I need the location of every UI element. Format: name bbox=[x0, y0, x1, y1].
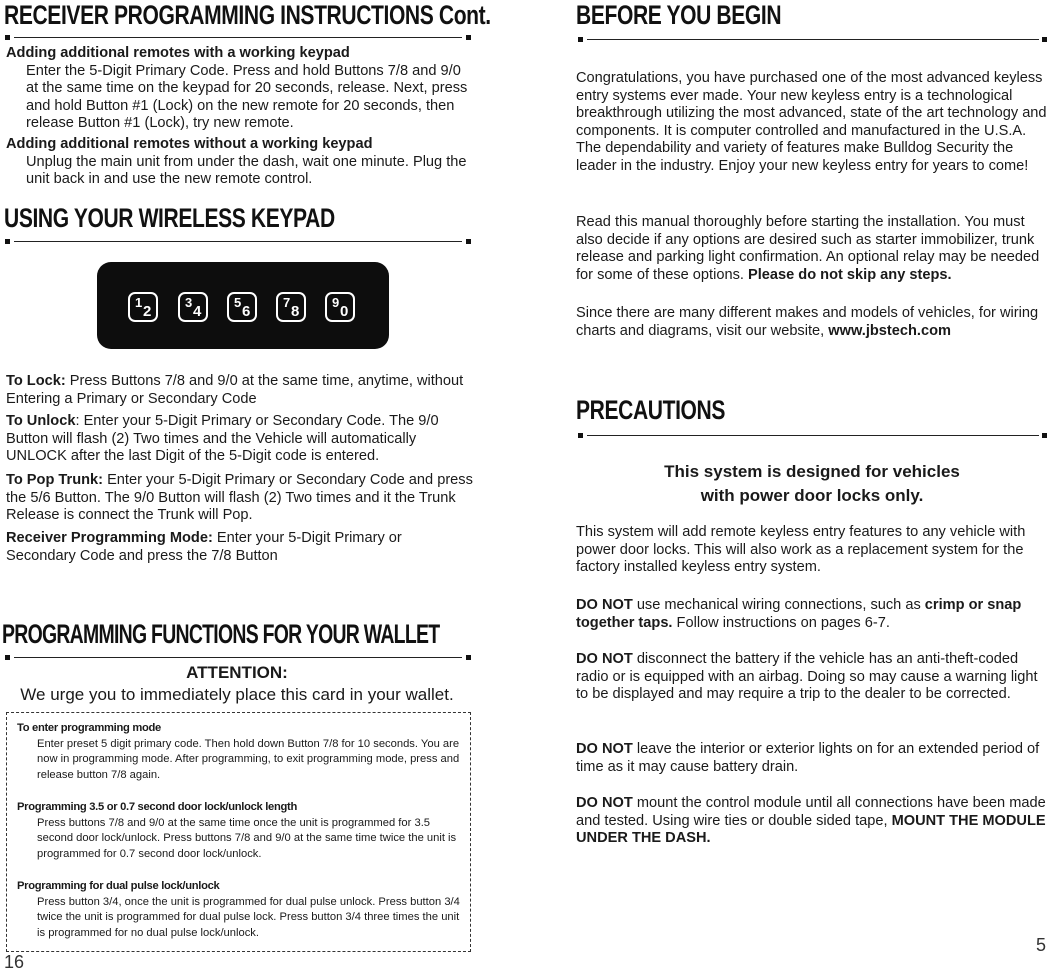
page-number: 5 bbox=[1036, 935, 1047, 955]
card-item: Programming for dual pulse lock/unlock Press button 3/4, once the unit is programmed for dual pulse unlock. Press button 3/4 twice the unit is programmed for dual pulse lock. Press button 3/4 three times the unit is programmed for no dual pulse lock/unlock. bbox=[17, 880, 460, 939]
rule-dot bbox=[466, 239, 471, 244]
rule-dot bbox=[1042, 37, 1047, 42]
precaution-wiring: DO NOT use mechanical wiring connections, such as crimp or snap together taps. Follow instructions on pages 6-7. bbox=[576, 597, 1022, 631]
keypad-key: 5 6 bbox=[227, 292, 257, 322]
precautions-notice: This system is designed for vehicles with power door locks only. bbox=[664, 462, 960, 505]
receiver-programming-mode: Receiver Programming Mode: Enter your 5-Digit Primary or Secondary Code and press the 7/8 Button bbox=[6, 530, 402, 564]
wallet-heading: PROGRAMMING FUNCTIONS FOR YOUR WALLET bbox=[2, 619, 440, 649]
attention-block bbox=[0, 662, 474, 706]
begin-read-manual: Read this manual thoroughly before starting the installation. You must also decide if any options are desired such as starter immobilizer, trunk release and parking light confirmation. An optional relay may be needed for some of these options. Please do not skip any steps. bbox=[576, 214, 1040, 283]
rule-dot bbox=[578, 433, 583, 438]
precaution-lights: DO NOT leave the interior or exterior lights on for an extended period of time as it may cause battery drain. bbox=[576, 741, 1040, 775]
keypad-key: 9 0 bbox=[325, 292, 355, 322]
page-number: 16 bbox=[4, 952, 25, 972]
wallet-card bbox=[6, 712, 471, 952]
precaution-battery: DO NOT disconnect the battery if the vehicle has an anti-theft-coded radio or is equipped with an airbag. Doing so may cause a warning light to be displayed and may require a trip to the dealer to be corrected. bbox=[576, 651, 1038, 702]
rule-dot bbox=[5, 35, 10, 40]
rule-dot bbox=[466, 655, 471, 660]
card-item: Programming 3.5 or 0.7 second door lock/unlock length Press buttons 7/8 and 9/0 at the same time once the unit is programmed for 3.5 second door lock/unlock. Press buttons 7/8 and 9/0 at the same time twice the unit is programmed for 0.7 second door lock/unlock. bbox=[17, 801, 457, 860]
keypad-key: 3 4 bbox=[178, 292, 208, 322]
heading-rule bbox=[587, 435, 1039, 436]
adding-without-title: Adding additional remotes without a working keypad bbox=[6, 136, 373, 152]
rule-dot bbox=[1042, 433, 1047, 438]
heading-rule bbox=[587, 39, 1039, 40]
keypad-key: 7 8 bbox=[276, 292, 306, 322]
keypad-illustration bbox=[97, 262, 389, 349]
receiver-heading: RECEIVER PROGRAMMING INSTRUCTIONS Cont. bbox=[4, 0, 491, 30]
adding-with-title: Adding additional remotes with a working keypad bbox=[6, 45, 350, 61]
rule-dot bbox=[466, 35, 471, 40]
heading-rule bbox=[14, 37, 462, 38]
precaution-intro: This system will add remote keyless entry features to any vehicle with power door locks. This will also work as a replacement system for the factory installed keyless entry system. bbox=[576, 524, 1026, 575]
adding-with-keypad bbox=[6, 45, 474, 133]
begin-website: Since there are many different makes and models of vehicles, for wiring charts and diagrams, visit our website, www.jbstech.com bbox=[576, 305, 1039, 339]
keypad-heading: USING YOUR WIRELESS KEYPAD bbox=[4, 203, 335, 233]
card-item: To enter programming mode Enter preset 5 digit primary code. Then hold down Button 7/8 for 10 seconds. You are now in programming mode. After programming, to exit programming mode, press and release button 7/8 again. bbox=[17, 722, 460, 781]
to-unlock: To Unlock: Enter your 5-Digit Primary or Secondary Code. The 9/0 Button will flash (2) Two times and the Vehicle will automatically UNLOCK after the last Digit of the 5-Digit code is entered. bbox=[6, 413, 439, 464]
to-pop-trunk: To Pop Trunk: Enter your 5-Digit Primary or Secondary Code and press the 5/6 Button. The 9/0 Button will flash (2) Two times and it the Trunk Release is connect the Trunk will Pop. bbox=[6, 472, 473, 523]
rule-dot bbox=[5, 239, 10, 244]
precaution-mounting: DO NOT mount the control module until all connections have been made and tested. Using wire ties or double sided tape, MOUNT THE MODULE UNDER THE DASH. bbox=[576, 795, 1046, 846]
begin-intro: Congratulations, you have purchased one of the most advanced keyless entry systems ever made. Your new keyless entry is a technological breakthrough utilizing the most advanced, state of the art technology and components. It is computer controlled and manufactured in the U.S.A. The dependability and variety of features make Bulldog Security the leader in the industry. Enjoy your new keyless entry for years to come! bbox=[576, 70, 1047, 174]
to-lock: To Lock: Press Buttons 7/8 and 9/0 at the same time, anytime, without Entering a Primary or Secondary Code bbox=[6, 373, 464, 407]
precautions-heading: PRECAUTIONS bbox=[576, 395, 725, 425]
heading-rule bbox=[14, 241, 462, 242]
keypad-key: 1 2 bbox=[128, 292, 158, 322]
before-you-begin-heading: BEFORE YOU BEGIN bbox=[576, 0, 782, 30]
adding-without-keypad bbox=[6, 136, 474, 189]
attention-text: We urge you to immediately place this card in your wallet. bbox=[20, 685, 454, 704]
rule-dot bbox=[5, 655, 10, 660]
rule-dot bbox=[578, 37, 583, 42]
adding-without-text: Unplug the main unit from under the dash, wait one minute. Plug the unit back in and use the new remote control. bbox=[26, 153, 467, 187]
heading-rule bbox=[14, 657, 462, 658]
attention-title: ATTENTION: bbox=[186, 663, 288, 682]
adding-with-text: Enter the 5-Digit Primary Code. Press and hold Buttons 7/8 and 9/0 at the same time on the keypad for 20 seconds, release. Next, press and hold Button #1 (Lock) on the new remote for 20 seconds, then release Button #1 (Lock), try new remote. bbox=[26, 62, 468, 131]
